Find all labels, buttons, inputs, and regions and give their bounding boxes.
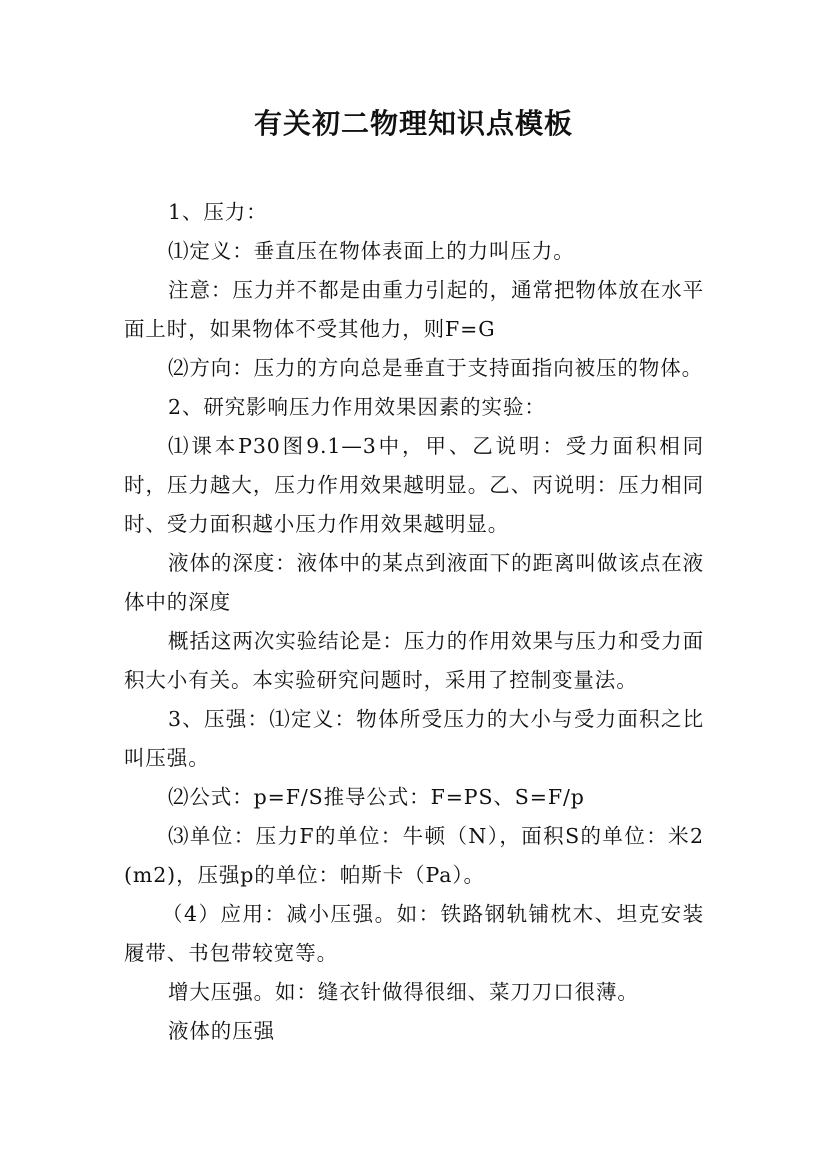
paragraph-units: ⑶单位：压力F的单位：牛顿（N），面积S的单位：米2(m2)，压强p的单位：帕斯卡（Pa）。 <box>124 824 704 887</box>
paragraph-experiment-heading: 2、研究影响压力作用效果因素的实验： <box>168 395 546 419</box>
document-body <box>124 193 704 1051</box>
paragraph-pressure-strength-definition: 3、压强：⑴定义：物体所受压力的大小与受力面积之比叫压强。 <box>124 707 704 770</box>
paragraph-liquid-pressure: 液体的压强 <box>168 1019 275 1043</box>
paragraph-pressure-heading: 1、压力： <box>168 200 268 224</box>
document-title: 有关初二物理知识点模板 <box>253 107 573 140</box>
paragraph-experiment-conclusion: 概括这两次实验结论是：压力的作用效果与压力和受力面积大小有关。本实验研究问题时，采用了控制变量法。 <box>124 629 704 692</box>
paragraph-liquid-depth: 液体的深度：液体中的某点到液面下的距离叫做该点在液体中的深度 <box>124 551 704 614</box>
paragraph-pressure-definition: ⑴定义：垂直压在物体表面上的力叫压力。 <box>168 239 575 263</box>
paragraph-pressure-direction: ⑵方向：压力的方向总是垂直于支持面指向被压的物体。 <box>168 356 703 380</box>
paragraph-experiment-description: ⑴课本P30图9.1—3中，甲、乙说明：受力面积相同时，压力越大，压力作用效果越明显。乙、丙说明：压力相同时、受力面积越小压力作用效果越明显。 <box>124 434 704 536</box>
paragraph-pressure-note: 注意：压力并不都是由重力引起的，通常把物体放在水平面上时，如果物体不受其他力，则F=G <box>124 278 704 341</box>
paragraph-formula: ⑵公式：p=F/S推导公式：F=PS、S=F/p <box>168 785 585 809</box>
paragraph-applications-increase: 增大压强。如：缝衣针做得很细、菜刀刀口很薄。 <box>168 980 639 1004</box>
paragraph-applications-reduce: （4）应用：减小压强。如：铁路钢轨铺枕木、坦克安装履带、书包带较宽等。 <box>124 902 704 965</box>
